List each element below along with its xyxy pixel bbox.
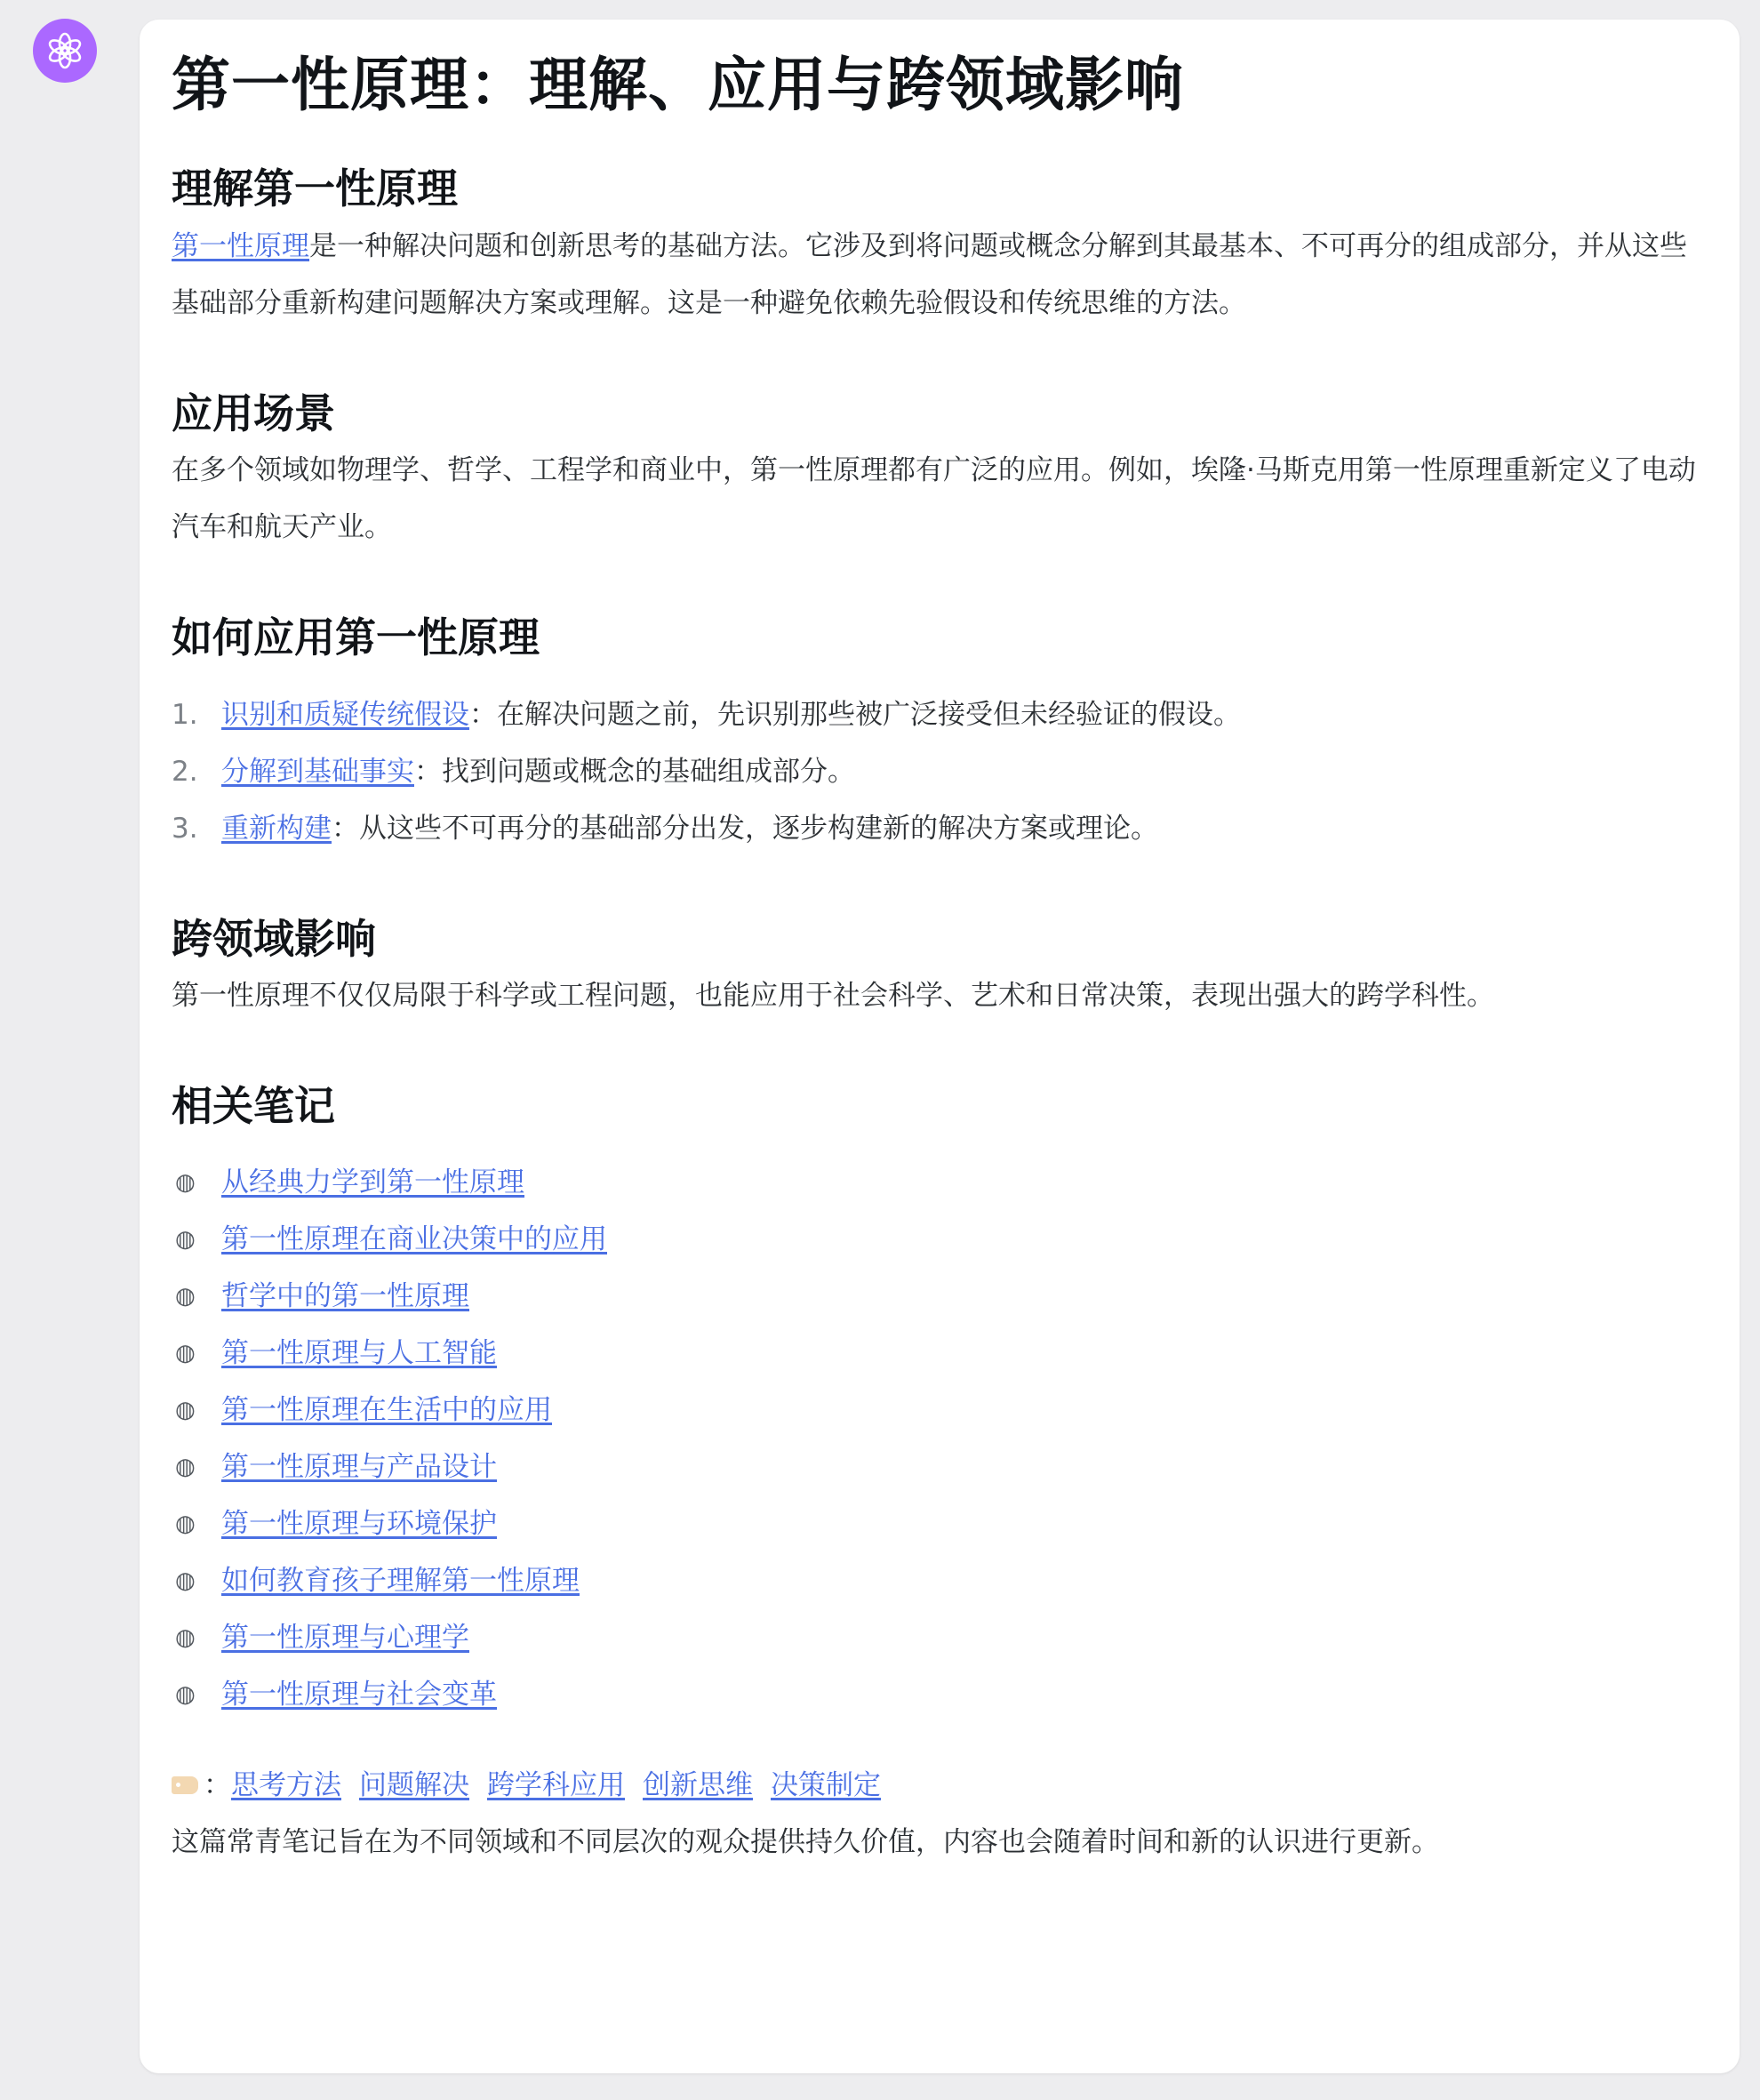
message-card [140,20,1740,2073]
bullet-icon: ◍ [175,1567,196,1595]
step-number: 1. [172,698,198,731]
related-note-link[interactable]: 第一性原理与心理学 [221,1622,469,1655]
scenarios-paragraph: 在多个领域如物理学、哲学、工程学和商业中，第一性原理都有广泛的应用。例如，埃隆·马斯克用第一性原理重新定义了电动汽车和航天产业。 [172,454,1696,544]
understanding-text: 是一种解决问题和创新思考的基础方法。它涉及到将问题或概念分解到其最基本、不可再分的组成部分，并从这些基础部分重新构建问题解决方案或理解。这是一种避免依赖先验假设和传统思维的方法。 [172,229,1687,319]
list-item [172,800,1708,857]
tag-link[interactable]: 创新思维 [643,1769,753,1802]
tag-link[interactable]: 跨学科应用 [487,1769,625,1802]
tag-link[interactable]: 决策制定 [771,1769,881,1802]
tag-link[interactable]: 问题解决 [359,1769,469,1802]
tag-icon [172,1776,198,1794]
step-link[interactable]: 重新构建 [221,812,332,845]
openai-logo-icon [45,31,84,70]
related-note-link[interactable]: 第一性原理与人工智能 [221,1337,497,1370]
section-heading-how-to: 如何应用第一性原理 [172,613,540,662]
step-text: ：从这些不可再分的基础部分出发，逐步构建新的解决方案或理论。 [332,812,1158,845]
list-item [172,743,1708,800]
related-note-link[interactable]: 第一性原理与环境保护 [221,1508,497,1541]
related-note-link[interactable]: 第一性原理在生活中的应用 [221,1394,552,1427]
bullet-icon: ◍ [175,1454,196,1481]
bullet-icon: ◍ [175,1397,196,1424]
tag-link[interactable]: 思考方法 [231,1769,341,1802]
step-link[interactable]: 识别和质疑传统假设 [221,698,469,731]
step-number: 2. [172,755,198,788]
list-item [172,1609,1708,1666]
steps-list [172,686,1708,857]
list-item [172,1211,1708,1268]
first-principles-link[interactable]: 第一性原理 [172,229,309,262]
list-item [172,1439,1708,1495]
bullet-icon: ◍ [175,1169,196,1197]
step-text: ：在解决问题之前，先识别那些被广泛接受但未经验证的假设。 [469,698,1241,731]
list-item [172,686,1708,743]
section-heading-related-notes: 相关笔记 [172,1081,335,1130]
list-item [172,1666,1708,1723]
list-item [172,1495,1708,1552]
related-note-link[interactable]: 如何教育孩子理解第一性原理 [221,1565,580,1598]
list-item [172,1552,1708,1609]
section-heading-scenarios: 应用场景 [172,389,335,437]
step-text: ：找到问题或概念的基础组成部分。 [414,755,855,788]
list-item [172,1325,1708,1382]
related-note-link[interactable]: 第一性原理在商业决策中的应用 [221,1223,607,1256]
section-heading-cross-domain: 跨领域影响 [172,914,376,963]
related-note-link[interactable]: 从经典力学到第一性原理 [221,1166,524,1199]
bullet-icon: ◍ [175,1340,196,1367]
bullet-icon: ◍ [175,1511,196,1538]
cross-domain-paragraph: 第一性原理不仅仅局限于科学或工程问题，也能应用于社会科学、艺术和日常决策，表现出强大的跨学科性。 [172,979,1494,1012]
related-notes-list [172,1154,1708,1723]
page-title: 第一性原理：理解、应用与跨领域影响 [172,51,1184,119]
bullet-icon: ◍ [175,1624,196,1652]
list-item [172,1382,1708,1439]
step-link[interactable]: 分解到基础事实 [221,755,414,788]
related-note-link[interactable]: 第一性原理与社会变革 [221,1679,497,1711]
footer-note: 这篇常青笔记旨在为不同领域和不同层次的观众提供持久价值，内容也会随着时间和新的认识进行更新。 [172,1826,1439,1859]
tags-row [172,1757,1708,1814]
list-item [172,1268,1708,1325]
bullet-icon: ◍ [175,1681,196,1709]
bullet-icon: ◍ [175,1283,196,1310]
section-heading-understanding: 理解第一性原理 [172,164,458,213]
step-number: 3. [172,812,198,845]
assistant-avatar [33,19,97,83]
tags-separator: ： [204,1769,231,1802]
related-note-link[interactable]: 第一性原理与产品设计 [221,1451,497,1484]
bullet-icon: ◍ [175,1226,196,1254]
list-item [172,1154,1708,1211]
understanding-paragraph [172,218,1708,332]
related-note-link[interactable]: 哲学中的第一性原理 [221,1280,469,1313]
